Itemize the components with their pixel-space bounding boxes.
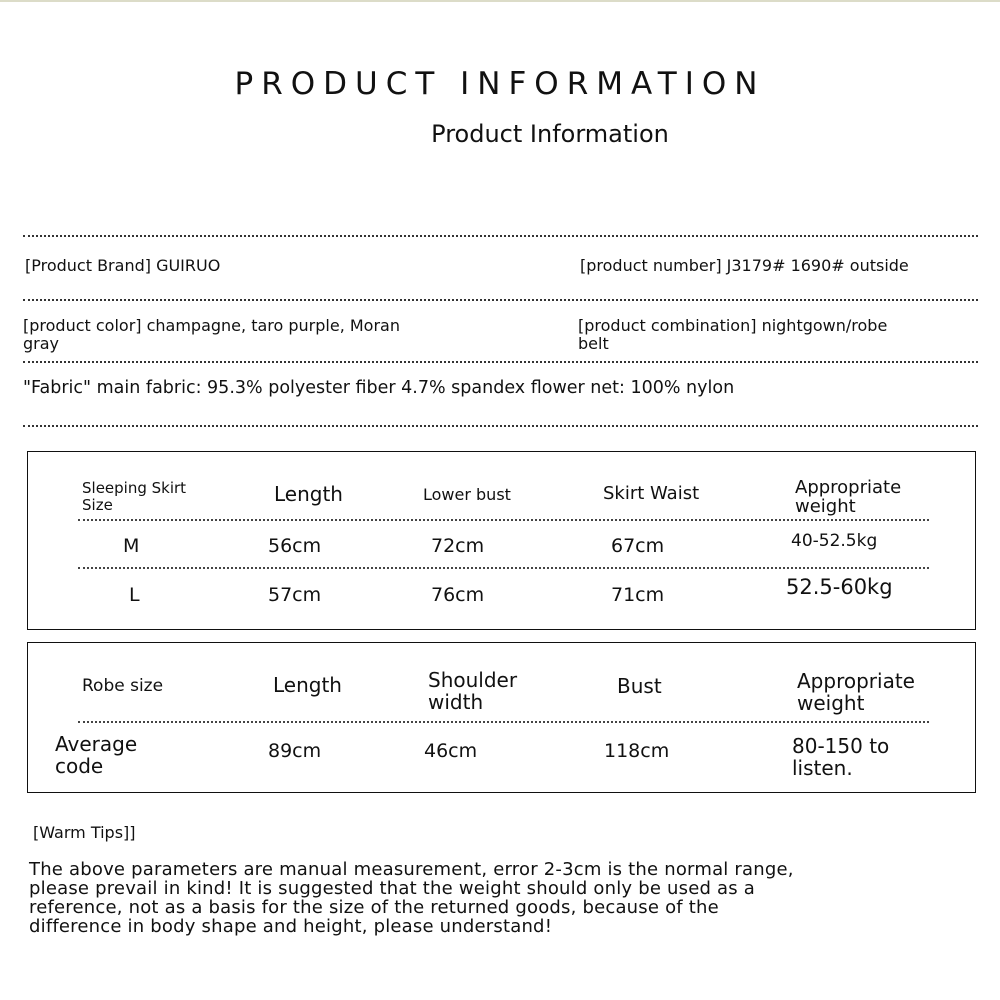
skirt-row-m-size: M [123, 535, 140, 557]
warm-tips-line3: reference, not as a basis for the size of the returned goods, because of the [29, 897, 719, 918]
skirt-row-m-weight: 40-52.5kg [791, 531, 878, 551]
robe-row-weight-line1: 80-150 to [792, 734, 890, 758]
page-title: PRODUCT INFORMATION [234, 66, 766, 102]
header-robe-length: Length [273, 673, 342, 697]
robe-row-size-line2: code [55, 754, 104, 778]
warm-tips-heading: [Warm Tips]] [33, 823, 136, 842]
row-divider [78, 721, 929, 723]
header-robe-weight-line2: weight [797, 691, 865, 715]
header-bust: Bust [617, 674, 662, 698]
header-skirt-size-line2: Size [82, 496, 113, 514]
header-robe-size: Robe size [82, 676, 164, 696]
robe-row-bust: 118cm [604, 740, 670, 762]
fabric-info: "Fabric" main fabric: 95.3% polyester fiber 4.7% spandex flower net: 100% nylon [23, 378, 735, 398]
skirt-row-l-length: 57cm [268, 584, 322, 606]
product-color-line2: gray [23, 334, 60, 353]
product-combination-line1: [product combination] nightgown/robe [578, 316, 888, 335]
header-shoulder-line2: width [428, 690, 484, 714]
robe-row-shoulder: 46cm [424, 740, 478, 762]
top-border-line [0, 0, 1000, 2]
product-number: [product number] J3179# 1690# outside [580, 256, 909, 275]
skirt-row-l-lower-bust: 76cm [431, 584, 485, 606]
robe-row-size-line1: Average [55, 732, 138, 756]
product-combination-line2: belt [578, 334, 609, 353]
header-skirt-size-line1: Sleeping Skirt [82, 479, 187, 497]
header-length: Length [274, 482, 343, 506]
skirt-row-l-size: L [129, 584, 140, 606]
robe-row-weight-line2: listen. [792, 756, 853, 780]
warm-tips-line2: please prevail in kind! It is suggested that the weight should only be used as a [29, 878, 755, 899]
product-brand: [Product Brand] GUIRUO [25, 256, 221, 275]
skirt-row-m-length: 56cm [268, 535, 322, 557]
product-color-line1: [product color] champagne, taro purple, Moran [23, 316, 400, 335]
header-robe-weight-line1: Appropriate [797, 669, 915, 693]
warm-tips-line4: difference in body shape and height, please understand! [29, 916, 553, 937]
divider [23, 299, 978, 301]
skirt-row-l-weight: 52.5-60kg [786, 575, 893, 599]
skirt-row-l-waist: 71cm [611, 584, 665, 606]
robe-size-table [27, 642, 976, 793]
divider [23, 361, 978, 363]
header-weight-line1: Appropriate [795, 477, 902, 498]
header-lower-bust: Lower bust [423, 485, 511, 504]
divider [23, 425, 978, 427]
row-divider [78, 567, 929, 569]
warm-tips-line1: The above parameters are manual measurement, error 2-3cm is the normal range, [29, 859, 794, 880]
page-subtitle: Product Information [431, 120, 669, 148]
warm-tips-body [29, 860, 969, 936]
header-shoulder-line1: Shoulder [428, 668, 518, 692]
skirt-size-table [27, 451, 976, 630]
header-skirt-waist: Skirt Waist [603, 483, 700, 504]
header-weight-line2: weight [795, 496, 856, 517]
skirt-row-m-lower-bust: 72cm [431, 535, 485, 557]
skirt-row-m-waist: 67cm [611, 535, 665, 557]
robe-row-length: 89cm [268, 740, 322, 762]
row-divider [78, 519, 929, 521]
divider [23, 235, 978, 237]
